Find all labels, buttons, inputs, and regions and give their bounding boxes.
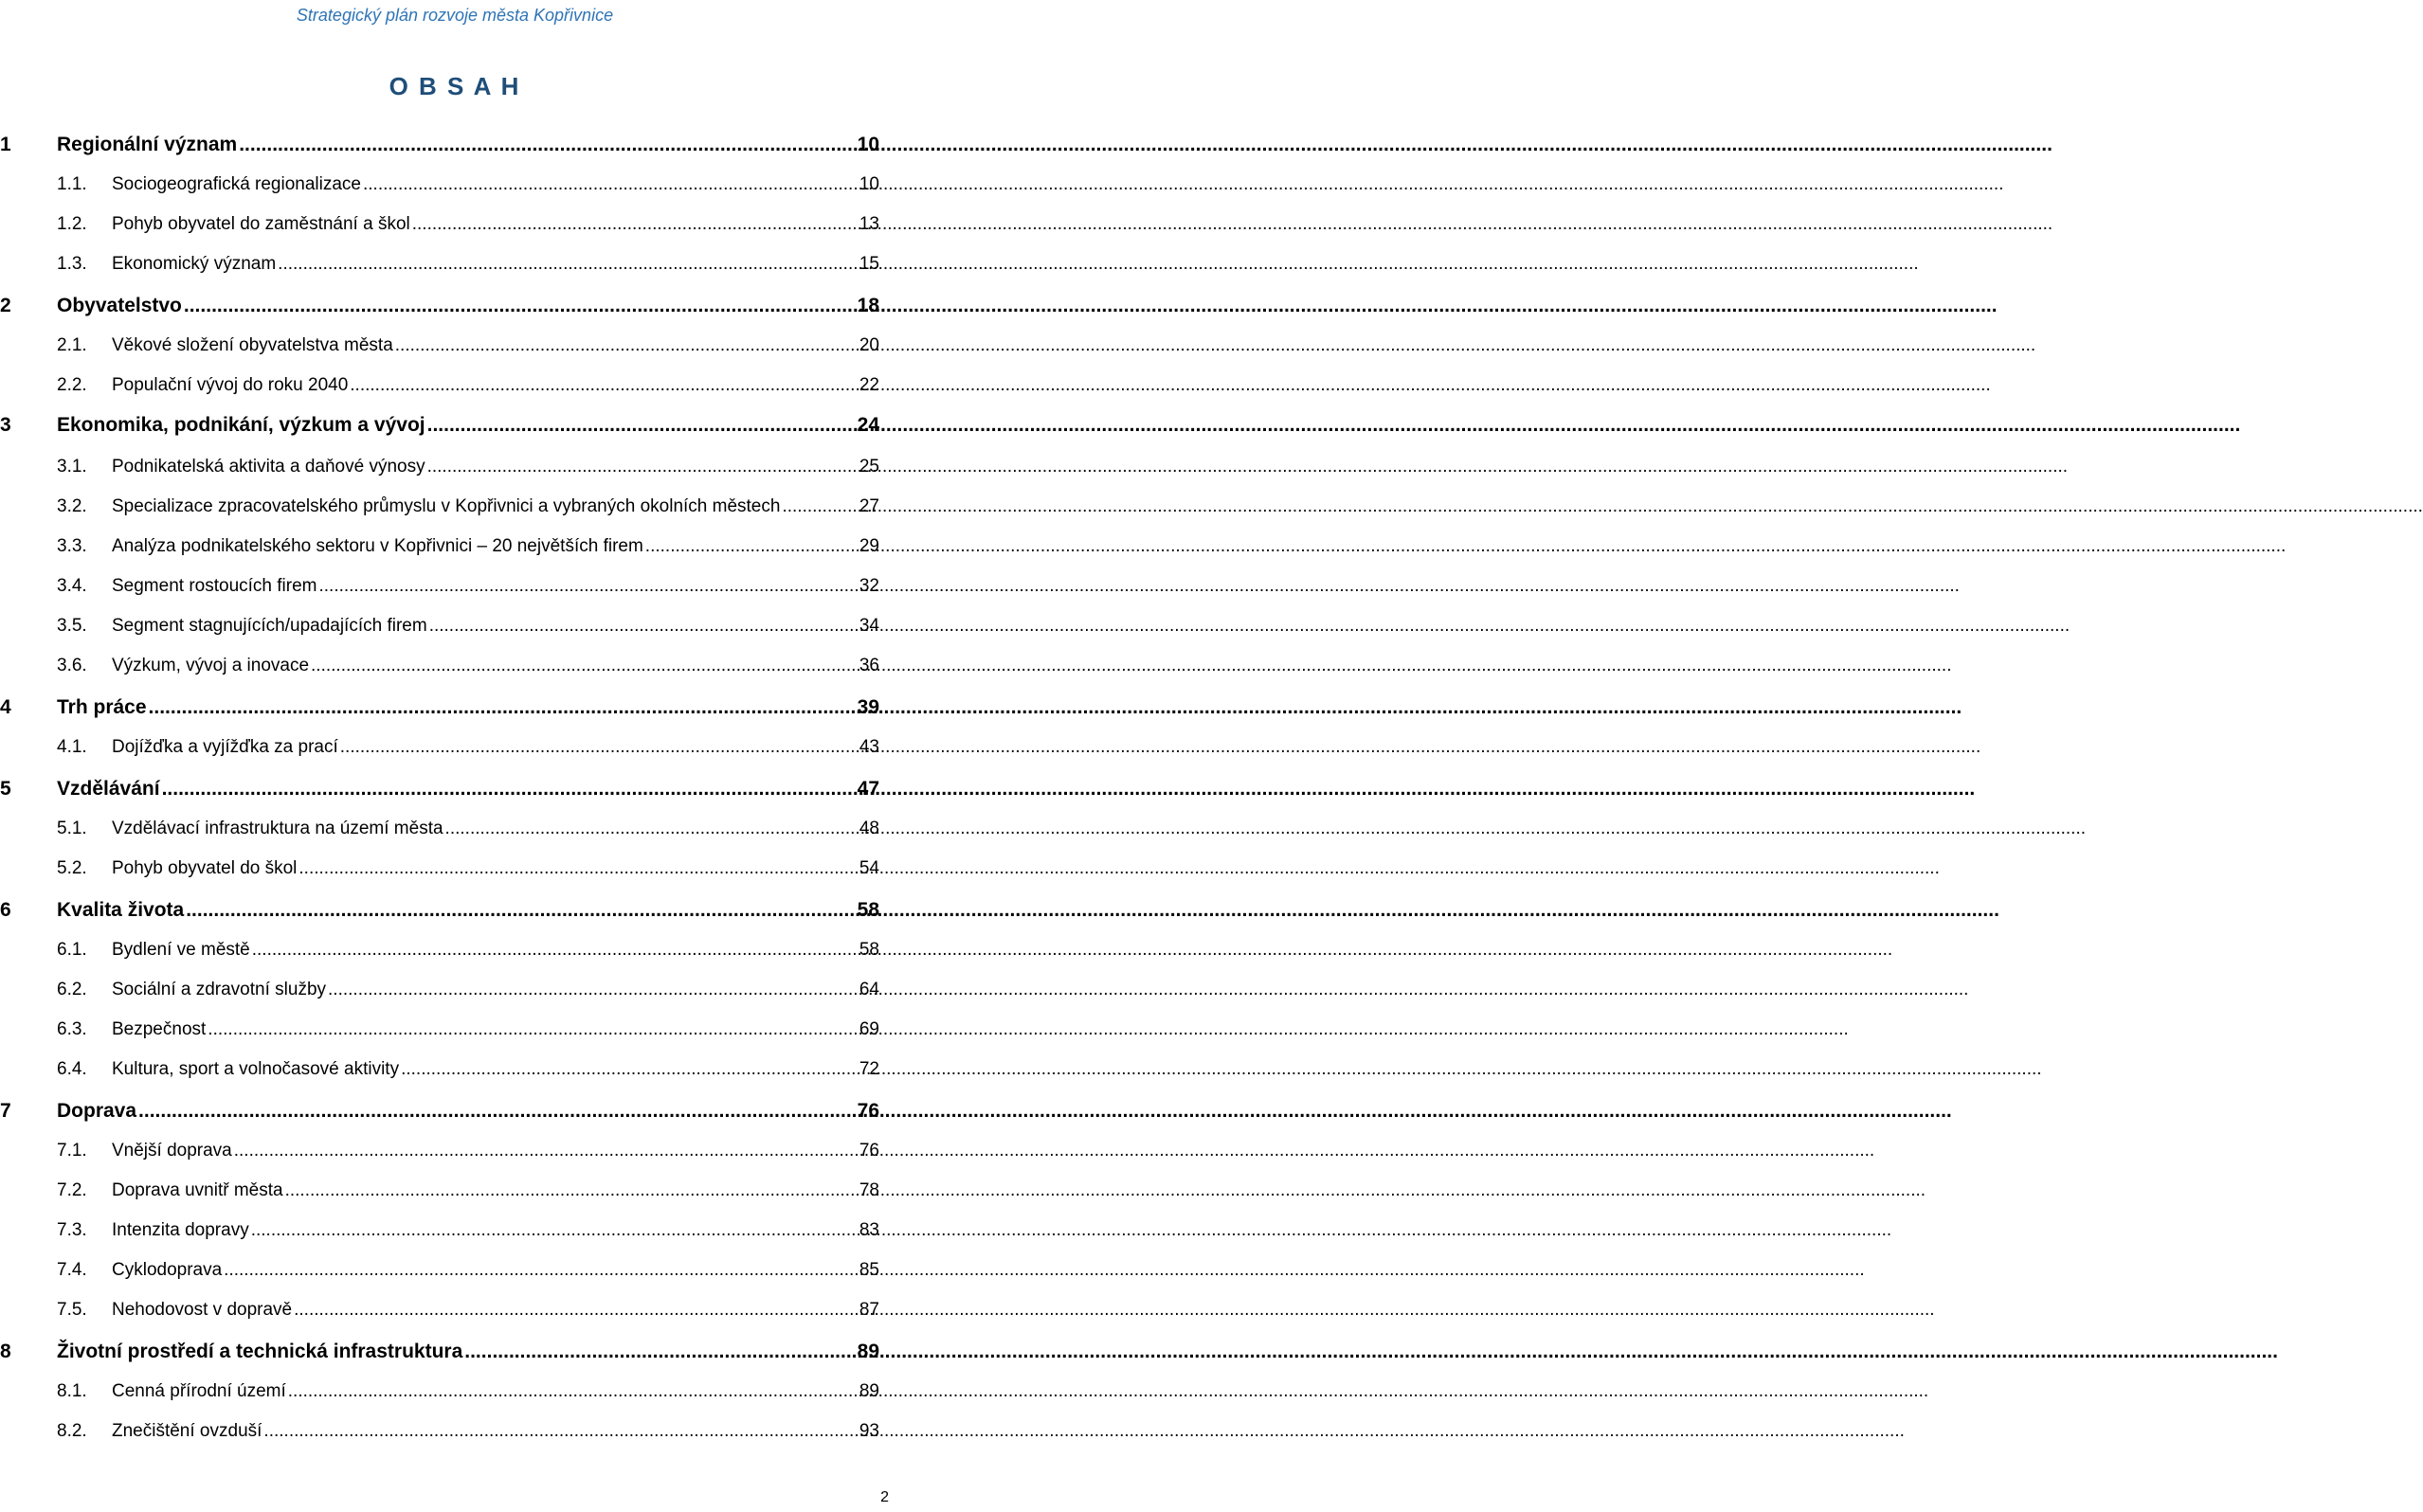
toc-dot-leader [234,1139,858,1163]
toc-section-entry[interactable] [0,172,879,197]
toc-dot-leader [427,413,856,438]
toc-entry-number: 3 [0,414,11,436]
toc-heading: O B S A H [389,72,521,100]
toc-section-entry[interactable] [0,1218,879,1243]
toc-entry-page: 27 [859,496,879,516]
toc-dot-leader [162,777,856,801]
toc-entry-number: 3.5. [57,616,87,636]
toc-dot-leader [239,133,855,157]
toc-chapter-entry[interactable] [0,413,879,438]
toc-dot-leader [782,495,857,519]
toc-dot-leader [311,654,858,678]
toc-section-entry[interactable] [0,735,879,760]
toc-section-entry[interactable] [0,574,879,599]
toc-entry-number: 4.1. [57,737,87,757]
toc-entry-number: 2.2. [57,375,87,395]
toc-entry-number: 7.3. [57,1220,87,1240]
toc-section-entry[interactable] [0,614,879,639]
toc-entry-title: Segment rostoucích firem [112,576,317,596]
toc-chapter-entry[interactable] [0,777,879,801]
toc-entry-number: 5.2. [57,858,87,878]
toc-entry-page: 58 [859,940,879,960]
toc-dot-leader [263,1419,857,1444]
toc-entry-page: 10 [857,134,879,155]
toc-entry-page: 83 [859,1220,879,1240]
toc-dot-leader [208,1017,858,1042]
toc-section-entry[interactable] [0,1017,879,1042]
toc-entry-title: Trh práce [57,696,147,718]
toc-entry-title: Věkové složení obyvatelstva města [112,335,393,355]
toc-chapter-entry[interactable] [0,1099,879,1124]
toc-entry-title: Specializace zpracovatelského průmyslu v Kopřivnici a vybraných okolních městech [112,496,781,516]
toc-dot-leader [298,856,857,881]
toc-entry-number: 1 [0,134,11,155]
toc-entry-page: 54 [859,858,879,878]
toc-dot-leader [350,373,858,398]
toc-section-entry[interactable] [0,978,879,1002]
toc-dot-leader [138,1099,856,1124]
toc-entry-number: 6.2. [57,980,87,999]
toc-chapter-entry[interactable] [0,898,879,923]
toc-dot-leader [288,1379,858,1404]
toc-entry-number: 4 [0,696,11,718]
toc-entry-number: 7.5. [57,1300,87,1320]
toc-entry-number: 8.1. [57,1381,87,1401]
toc-entry-page: 24 [857,414,879,436]
toc-entry-number: 7.2. [57,1180,87,1200]
toc-section-entry[interactable] [0,495,879,519]
toc-chapter-entry[interactable] [0,294,879,318]
toc-entry-page: 76 [857,1100,879,1122]
toc-dot-leader [429,614,858,639]
toc-section-entry[interactable] [0,1258,879,1283]
toc-entry-number: 5.1. [57,819,87,838]
toc-entry-title: Vnější doprava [112,1141,232,1161]
toc-entry-number: 3.3. [57,536,87,556]
toc-entry-number: 3.1. [57,457,87,477]
toc-dot-leader [645,534,858,559]
toc-entry-number: 7 [0,1100,11,1122]
toc-section-entry[interactable] [0,817,879,841]
toc-dot-leader [186,898,855,923]
toc-entry-page: 25 [859,457,879,477]
toc-dot-leader [464,1340,855,1364]
toc-entry-number: 8 [0,1341,11,1362]
toc-entry-title: Cenná přírodní území [112,1381,286,1401]
toc-chapter-entry[interactable] [0,695,879,720]
toc-section-entry[interactable] [0,333,879,358]
toc-chapter-entry[interactable] [0,1340,879,1364]
toc-entry-page: 13 [859,214,879,234]
toc-dot-leader [285,1179,858,1203]
toc-entry-title: Dojížďka a vyjížďka za prací [112,737,338,757]
toc-dot-leader [412,212,858,237]
toc-entry-title: Intenzita dopravy [112,1220,249,1240]
toc-entry-number: 1.2. [57,214,87,234]
toc-entry-title: Životní prostředí a technická infrastruktura [57,1341,463,1362]
toc-entry-number: 2 [0,295,11,316]
toc-dot-leader [224,1258,858,1283]
toc-entry-title: Sociální a zdravotní služby [112,980,327,999]
toc-section-entry[interactable] [0,373,879,398]
toc-entry-title: Znečištění ovzduší [112,1421,262,1441]
toc-entry-title: Podnikatelská aktivita a daňové výnosy [112,457,425,477]
running-header: Strategický plán rozvoje města Kopřivnice [296,6,614,25]
toc-entry-title: Výzkum, vývoj a inovace [112,656,310,675]
toc-dot-leader [318,574,857,599]
toc-entry-page: 69 [859,1019,879,1039]
toc-entry-title: Vzdělávací infrastruktura na území města [112,819,443,838]
toc-entry-title: Obyvatelstvo [57,295,182,316]
toc-entry-page: 10 [859,174,879,194]
toc-entry-page: 89 [857,1341,879,1362]
toc-section-entry[interactable] [0,1057,879,1082]
toc-entry-title: Bydlení ve městě [112,940,250,960]
toc-section-entry[interactable] [0,1139,879,1163]
toc-entry-title: Kvalita života [57,899,185,921]
toc-entry-title: Sociogeografická regionalizace [112,174,361,194]
toc-section-entry[interactable] [0,856,879,881]
toc-entry-number: 3.4. [57,576,87,596]
toc-section-entry[interactable] [0,252,879,277]
toc-entry-title: Cyklodoprava [112,1260,223,1280]
toc-section-entry[interactable] [0,1379,879,1404]
toc-entry-page: 36 [859,656,879,675]
toc-entry-title: Nehodovost v dopravě [112,1300,293,1320]
toc-entry-number: 5 [0,778,11,800]
toc-entry-number: 2.1. [57,335,87,355]
toc-entry-title: Ekonomika, podnikání, výzkum a vývoj [57,414,425,436]
toc-dot-leader [328,978,858,1002]
toc-entry-title: Kultura, sport a volnočasové aktivity [112,1059,400,1079]
toc-entry-page: 78 [859,1180,879,1200]
toc-section-entry[interactable] [0,212,879,237]
toc-dot-leader [252,938,858,963]
toc-entry-page: 32 [859,576,879,596]
toc-entry-page: 34 [859,616,879,636]
toc-entry-page: 93 [859,1421,879,1441]
toc-entry-title: Doprava uvnitř města [112,1180,283,1200]
toc-entry-page: 29 [859,536,879,556]
toc-entry-title: Ekonomický význam [112,254,277,274]
toc-dot-leader [184,294,856,318]
toc-entry-title: Bezpečnost [112,1019,207,1039]
toc-section-entry[interactable] [0,654,879,678]
toc-entry-title: Populační vývoj do roku 2040 [112,375,349,395]
toc-entry-page: 18 [857,295,879,316]
toc-entry-number: 7.1. [57,1141,87,1161]
toc-entry-page: 20 [859,335,879,355]
toc-entry-page: 48 [859,819,879,838]
toc-section-entry[interactable] [0,1179,879,1203]
toc-section-entry[interactable] [0,938,879,963]
toc-section-entry[interactable] [0,455,879,479]
toc-entry-number: 6.1. [57,940,87,960]
toc-entry-title: Pohyb obyvatel do zaměstnání a škol [112,214,410,234]
toc-entry-page: 76 [859,1141,879,1161]
toc-entry-number: 8.2. [57,1421,87,1441]
toc-entry-page: 72 [859,1059,879,1079]
toc-entry-number: 1.3. [57,254,87,274]
toc-entry-number: 1.1. [57,174,87,194]
toc-entry-page: 58 [857,899,879,921]
toc-dot-leader [363,172,858,197]
toc-section-entry[interactable] [0,1298,879,1323]
toc-entry-page: 43 [859,737,879,757]
toc-entry-title: Doprava [57,1100,137,1122]
toc-entry-page: 64 [859,980,879,999]
toc-dot-leader [278,252,858,277]
toc-dot-leader [445,817,858,841]
toc-entry-page: 89 [859,1381,879,1401]
toc-entry-page: 22 [859,375,879,395]
toc-dot-leader [340,735,858,760]
toc-entry-number: 6.3. [57,1019,87,1039]
toc-entry-number: 6 [0,899,11,921]
toc-entry-page: 47 [857,778,879,800]
toc-entry-number: 6.4. [57,1059,87,1079]
toc-entry-title: Regionální význam [57,134,238,155]
toc-section-entry[interactable] [0,1419,879,1444]
toc-section-entry[interactable] [0,534,879,559]
toc-entry-page: 39 [857,696,879,718]
toc-entry-title: Segment stagnujících/upadajících firem [112,616,427,636]
toc-chapter-entry[interactable] [0,133,879,157]
toc-entry-title: Analýza podnikatelského sektoru v Kopřivnici – 20 největších firem [112,536,643,556]
toc-entry-number: 7.4. [57,1260,87,1280]
toc-entry-title: Pohyb obyvatel do škol [112,858,298,878]
toc-dot-leader [294,1298,858,1323]
toc-dot-leader [251,1218,858,1243]
page-number: 2 [880,1489,889,1505]
toc-entry-number: 3.2. [57,496,87,516]
toc-dot-leader [427,455,858,479]
toc-dot-leader [149,695,856,720]
toc-dot-leader [401,1057,858,1082]
toc-entry-page: 85 [859,1260,879,1280]
toc-entry-page: 87 [859,1300,879,1320]
toc-dot-leader [395,333,858,358]
toc-entry-page: 15 [859,254,879,274]
toc-entry-number: 3.6. [57,656,87,675]
toc-entry-title: Vzdělávání [57,778,160,800]
